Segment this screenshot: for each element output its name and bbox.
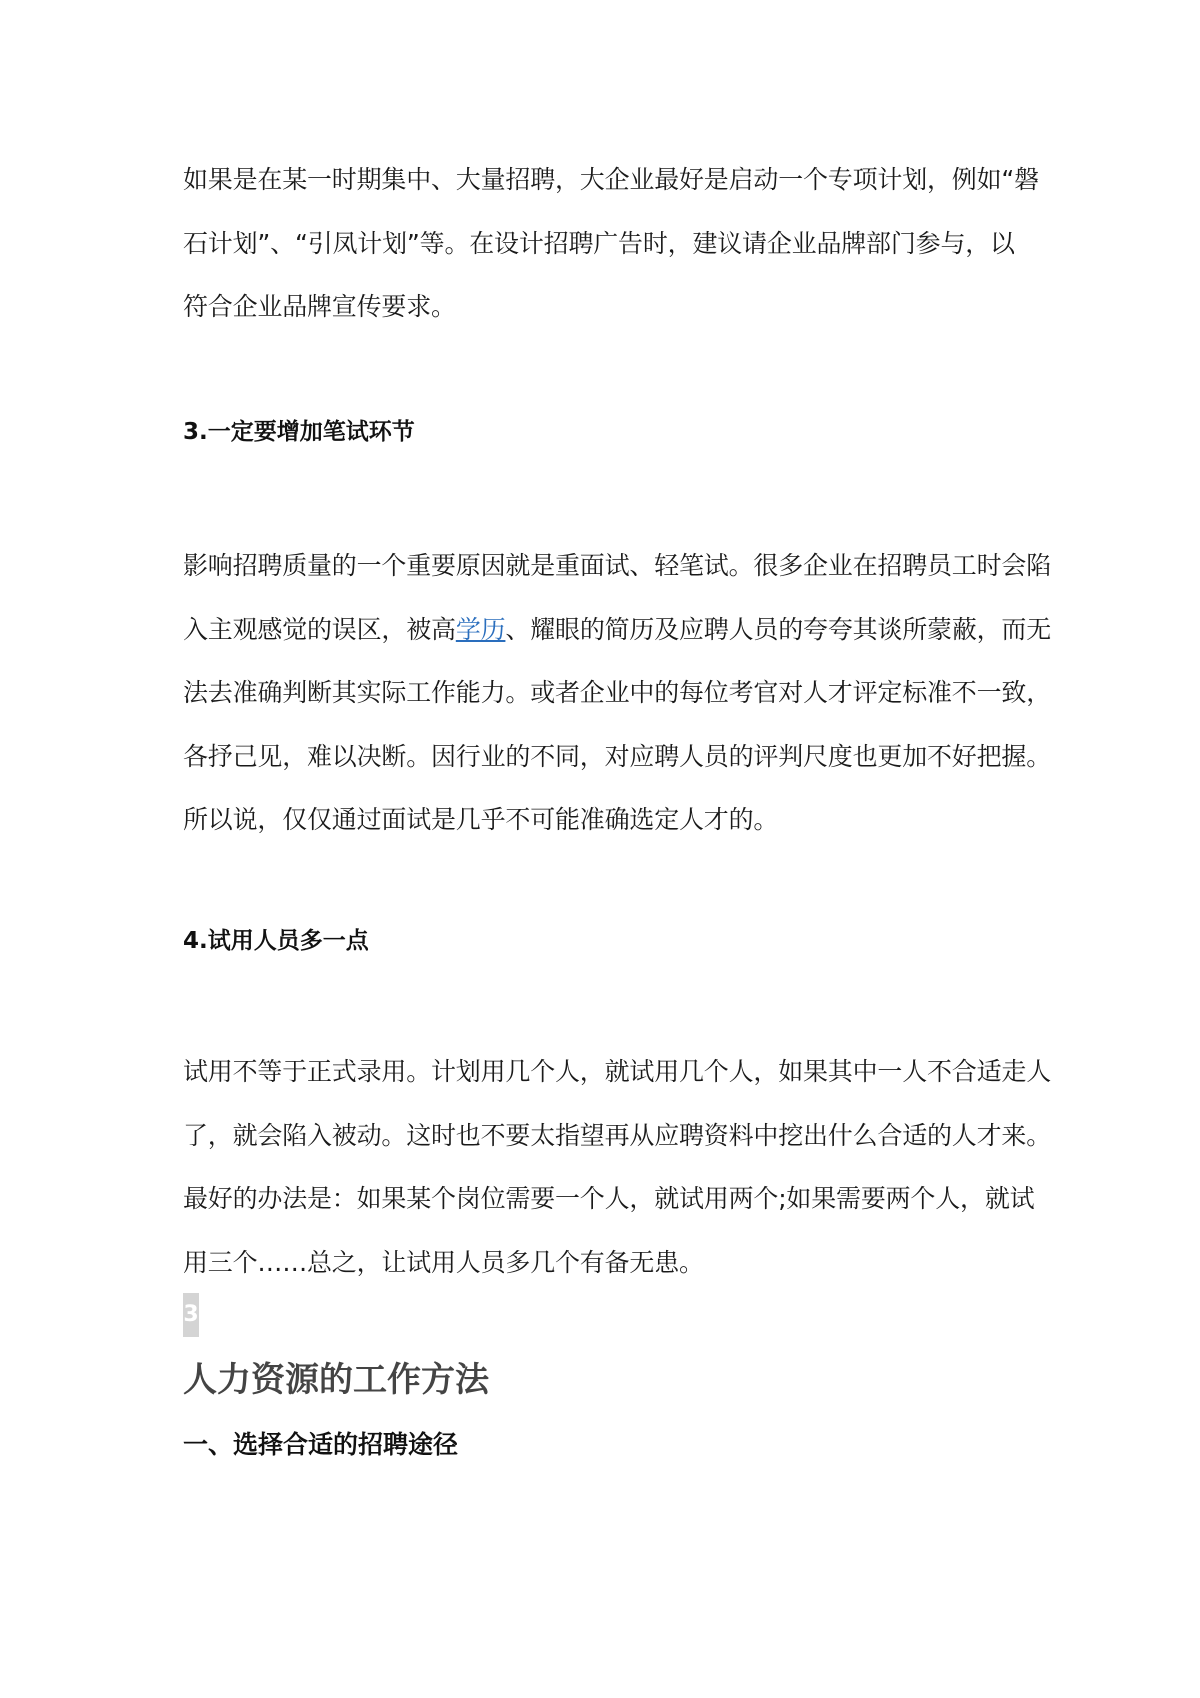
text-segment: 入主观感觉的误区，被高 (183, 614, 456, 644)
heading-probation (183, 925, 1033, 957)
section-title (183, 1358, 1033, 1402)
paragraph-line: 如果是在某一时期集中、大量招聘，大企业最好是启动一个专项计划，例如“磐 (183, 165, 1039, 194)
paragraph-line: 了，就会陷入被动。这时也不要太指望再从应聘资料中挖出什么合适的人才来。 (183, 1120, 1052, 1150)
paragraph-line: 法去准确判断其实际工作能力。或者企业中的每位考官对人才评定标准不一致， (183, 678, 1052, 707)
paragraph-probation (183, 1040, 1052, 1294)
heading-written-test (183, 416, 1033, 448)
section-title-text: 人力资源的工作方法 (183, 1360, 489, 1400)
paragraph-line: 所以说，仅仅通过面试是几乎不可能准确选定人才的。 (183, 805, 779, 834)
paragraph-line: 用三个……总之，让试用人员多几个有备无患。 (183, 1247, 704, 1277)
paragraph-line: 最好的办法是：如果某个岗位需要一个人，就试用两个;如果需要两个人，就试 (183, 1184, 1035, 1213)
section-number-badge: 3 (183, 1293, 199, 1337)
paragraph-line: 影响招聘质量的一个重要原因就是重面试、轻笔试。很多企业在招聘员工时会陷 (183, 551, 1052, 580)
paragraph-special-plan (183, 148, 1039, 339)
heading-text: 3.一定要增加笔试环节 (183, 419, 415, 445)
education-link[interactable]: 学历 (455, 614, 506, 644)
text-segment: 、耀眼的简历及应聘人员的夸夸其谈所蒙蔽，而无 (505, 614, 1052, 644)
subsection-title-text: 一、选择合适的招聘途径 (183, 1430, 459, 1459)
subsection-title (183, 1428, 1033, 1462)
heading-text: 4.试用人员多一点 (183, 928, 369, 954)
paragraph-line: 各抒己见，难以决断。因行业的不同，对应聘人员的评判尺度也更加不好把握。 (183, 741, 1052, 771)
paragraph-line: 石计划”、“引凤计划”等。在设计招聘广告时，建议请企业品牌部门参与，以 (183, 228, 1015, 258)
paragraph-line: 试用不等于正式录用。计划用几个人，就试用几个人，如果其中一人不合适走人 (183, 1057, 1052, 1086)
paragraph-line: 符合企业品牌宣传要求。 (183, 292, 456, 321)
paragraph-written-test (183, 534, 1052, 852)
paragraph-line (183, 598, 1052, 662)
